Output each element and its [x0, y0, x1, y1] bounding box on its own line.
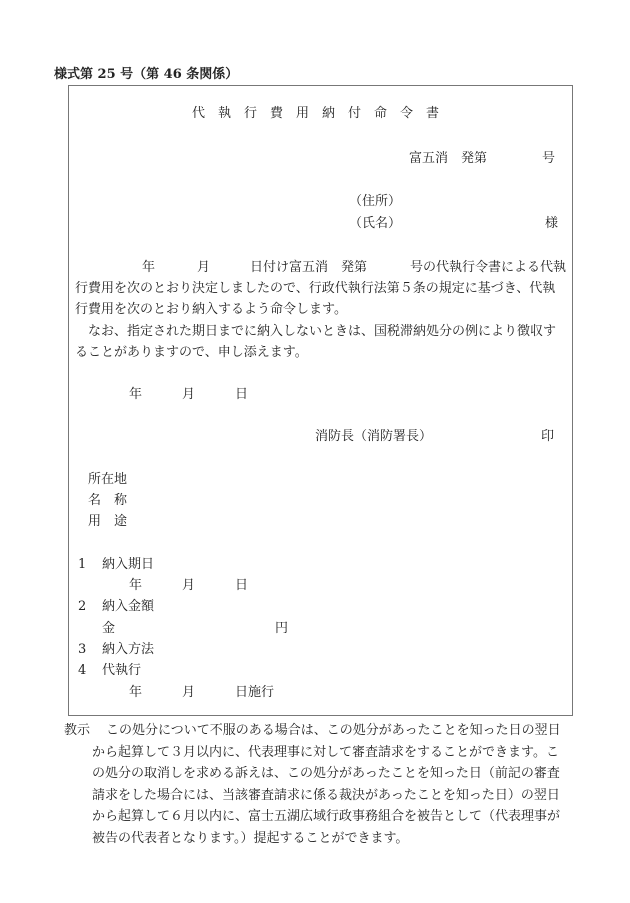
- body-day-ref: 日付け富五消 発第: [250, 260, 368, 275]
- issuer-name: 消防長（消防署長）: [315, 429, 433, 444]
- body-line1-rest: 号の代執行令書による代執: [410, 260, 567, 275]
- date-day: 日: [235, 387, 249, 402]
- item-2-number: 2: [78, 599, 87, 614]
- item-1-year: 年: [129, 578, 143, 593]
- item-4-label: 代執行: [102, 663, 142, 678]
- name-label: （氏名）: [349, 216, 402, 231]
- body-year: 年: [142, 260, 156, 275]
- item-2-label: 納入金額: [102, 599, 155, 614]
- seal-mark: 印: [541, 429, 555, 444]
- body-month: 月: [197, 260, 211, 275]
- date-month: 月: [182, 387, 196, 402]
- body-line2: 行費用を次のとおり決定しましたので、行政代執行法第５条の規定に基づき、代執: [75, 281, 556, 296]
- item-3-label: 納入方法: [102, 642, 155, 657]
- notice-line-3: の処分の取消しを求める訴えは、この処分があったことを知った日（前記の審査: [92, 766, 560, 781]
- item-1-month: 月: [182, 578, 196, 593]
- property-location-label: 所在地: [88, 472, 128, 487]
- item-3-number: 3: [78, 642, 87, 657]
- item-1-label: 納入期日: [102, 557, 155, 572]
- doc-number-suffix: 号: [542, 151, 556, 166]
- body-line4: なお、指定された期日までに納入しないときは、国税滞納処分の例により徴収す: [88, 324, 557, 339]
- document-title: 代執行費用納付命令書: [192, 106, 453, 121]
- item-4-day: 日施行: [235, 685, 275, 700]
- item-4-month: 月: [182, 685, 196, 700]
- body-line5: ることがありますので、申し添えます。: [75, 345, 308, 360]
- item-1-day: 日: [235, 578, 249, 593]
- notice-line-1: この処分について不服のある場合は、この処分があったことを知った日の翌日: [106, 723, 561, 738]
- property-name-label: 名 称: [88, 493, 128, 508]
- notice-line-6: 被告の代表者となります。）提起することができます。: [92, 831, 409, 846]
- item-4-year: 年: [129, 685, 143, 700]
- item-2-amount-prefix: 金: [102, 621, 116, 636]
- form-label: 様式第 25 号（第 46 条関係）: [54, 67, 239, 82]
- document-frame: [68, 85, 573, 716]
- item-1-number: 1: [78, 557, 87, 572]
- body-line3: 行費用を次のとおり納入するよう命令します。: [75, 302, 347, 317]
- doc-number-prefix: 富五消 発第: [409, 151, 488, 166]
- notice-line-2: から起算して３月以内に、代表理事に対して審査請求をすることができます。こ: [92, 745, 559, 760]
- address-label: （住所）: [349, 194, 402, 209]
- honorific: 様: [545, 216, 559, 231]
- item-4-number: 4: [78, 663, 87, 678]
- notice-line-5: から起算して６月以内に、富士五湖広域行政事務組合を被告として（代表理事が: [92, 809, 561, 824]
- item-2-amount-unit: 円: [275, 621, 289, 636]
- notice-line-4: 請求をした場合には、当該審査請求に係る裁決があったことを知った日）の翌日: [92, 788, 560, 803]
- property-use-label: 用 途: [88, 514, 128, 529]
- notice-label: 教示: [64, 723, 91, 738]
- date-year: 年: [129, 387, 143, 402]
